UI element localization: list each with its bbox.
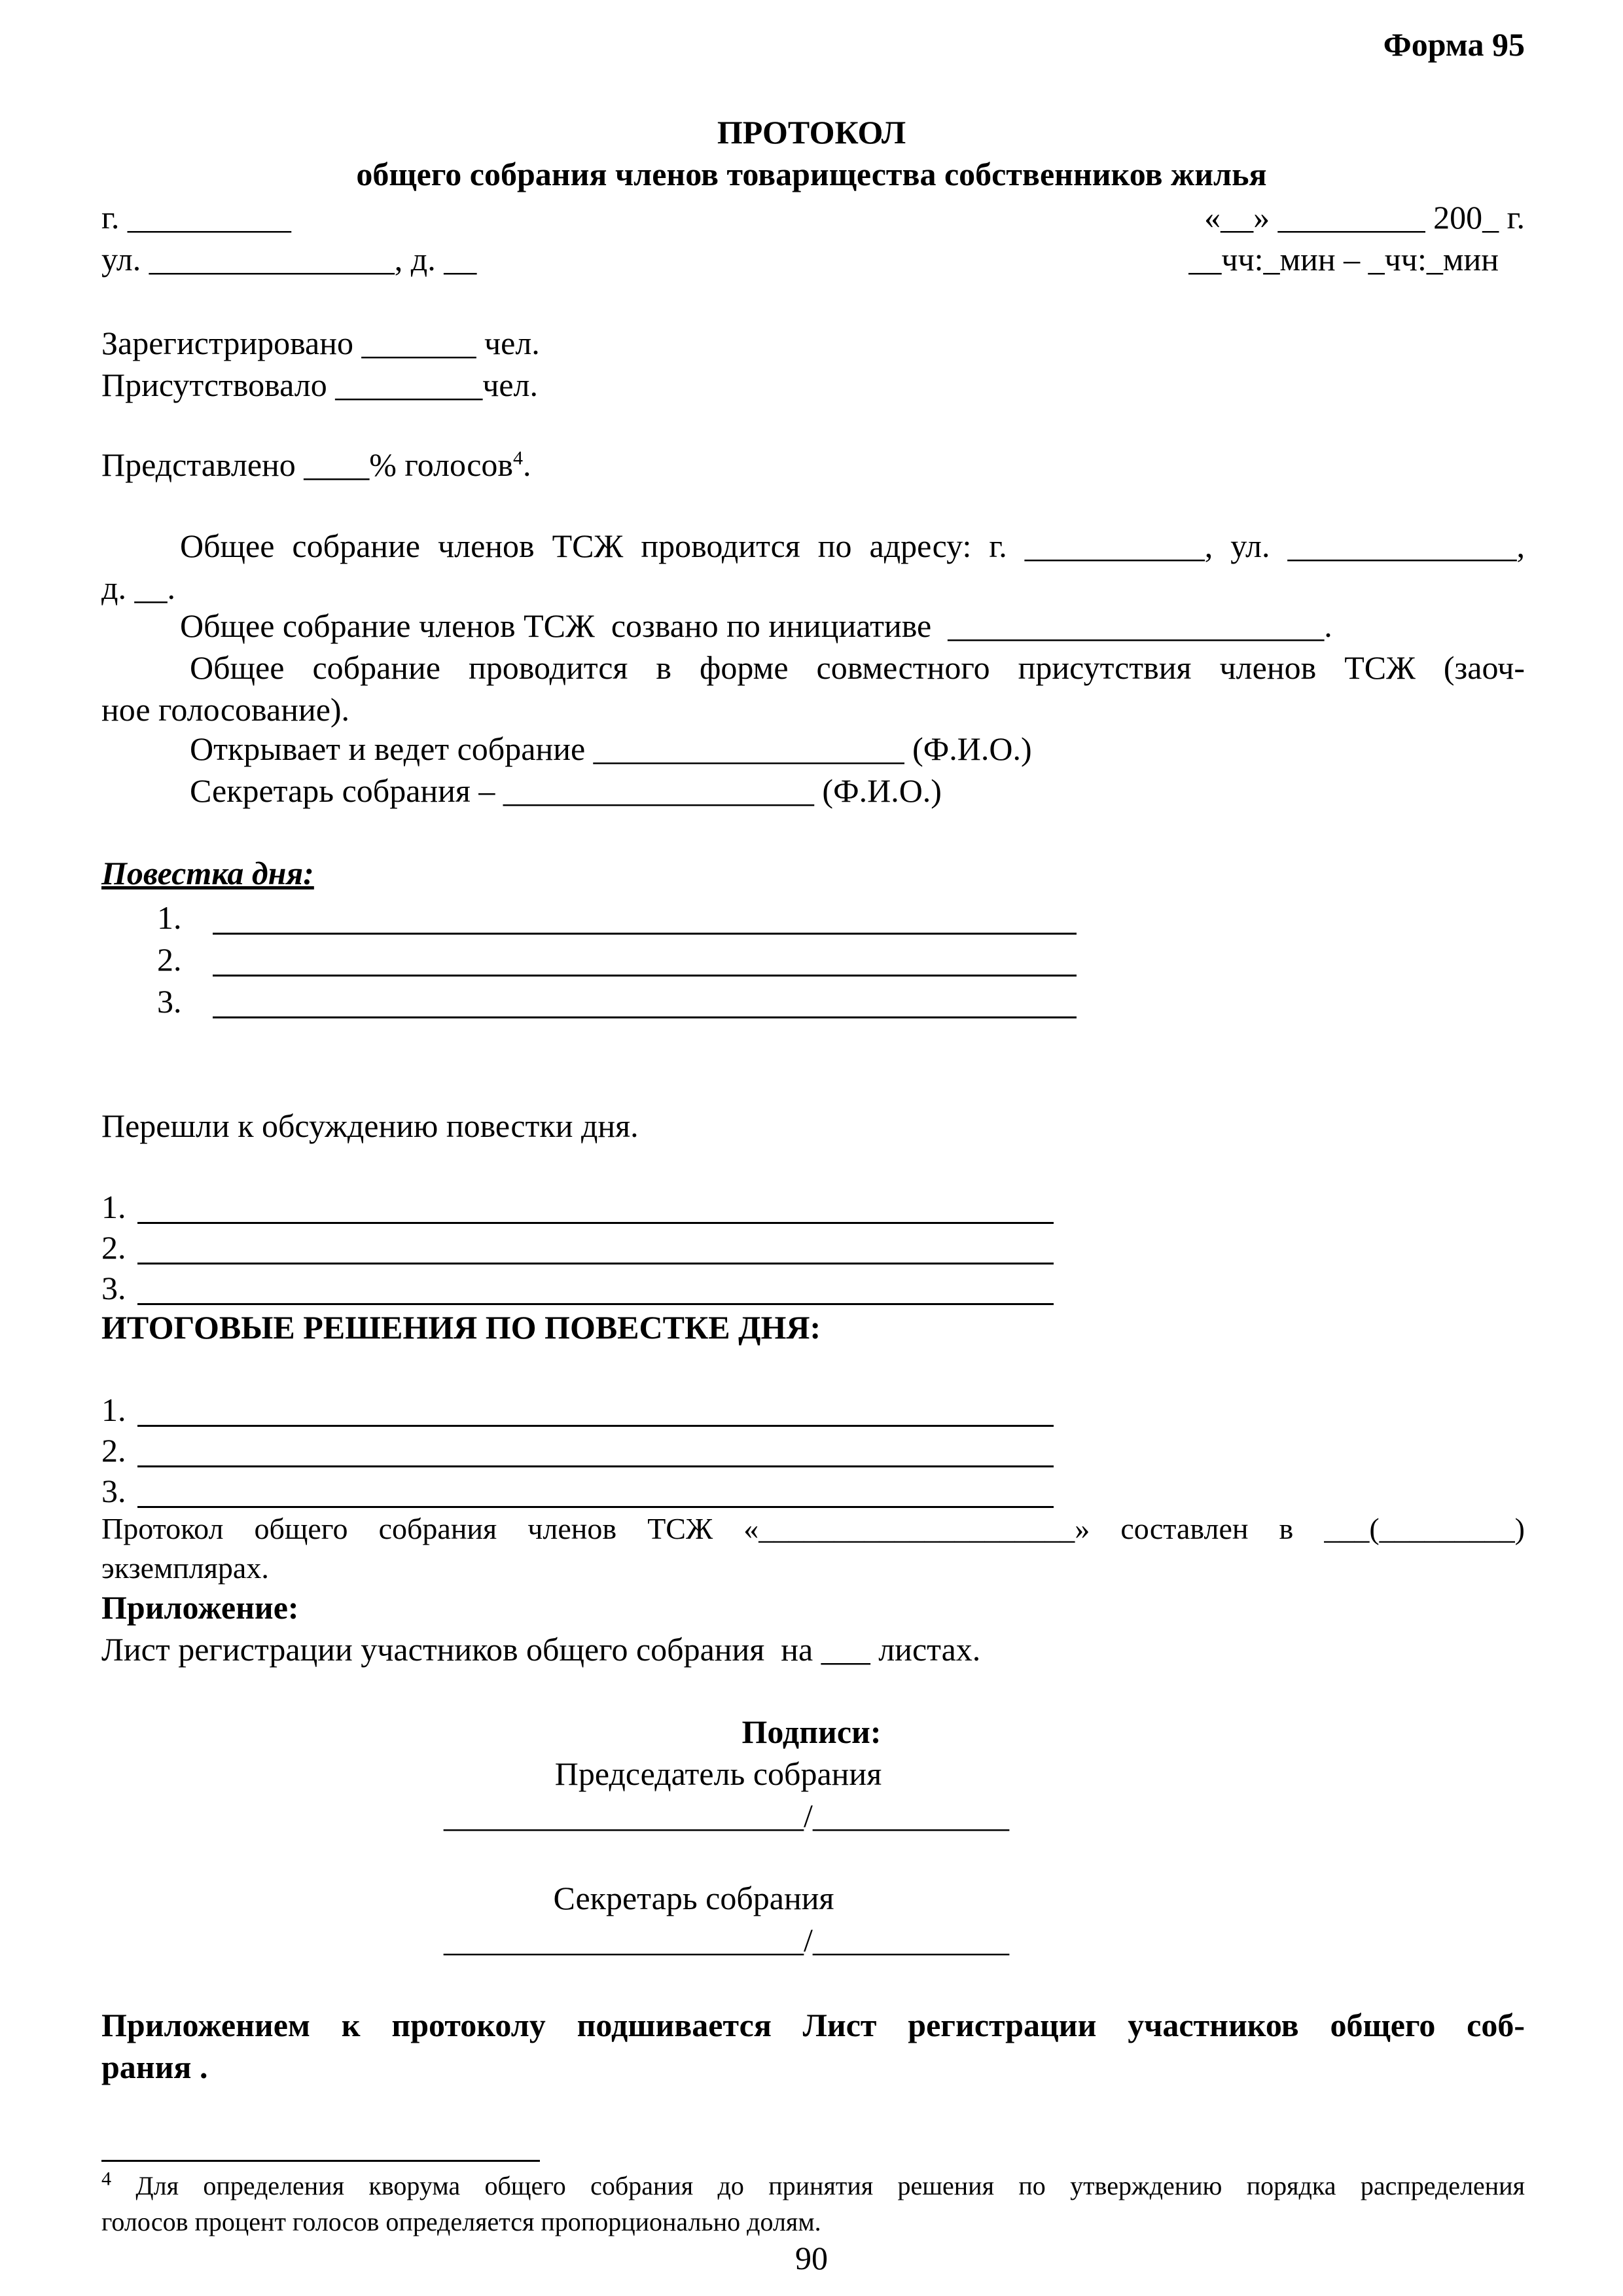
meeting-form-line-1: Общее собрание проводится в форме совместного присутствия членов ТСЖ (заоч- <box>190 649 1525 686</box>
footnote-ref: 4 <box>513 447 524 469</box>
decision-item-line <box>137 1465 1054 1467</box>
appendix-text: Лист регистрации участников общего собрания на ___ листах. <box>101 1631 981 1668</box>
discussion-item-number: 3. <box>101 1270 126 1306</box>
copies-line-1: Протокол общего собрания членов ТСЖ «_____________________» составлен в ___(_________) <box>101 1512 1525 1545</box>
agenda-item-line <box>213 1016 1077 1018</box>
address-line-2: д. __. <box>101 569 175 606</box>
decisions-heading: ИТОГОВЫЕ РЕШЕНИЯ ПО ПОВЕСТКЕ ДНЯ: <box>101 1309 821 1346</box>
discussion-intro: Перешли к обсуждению повестки дня. <box>101 1107 639 1144</box>
registered-line: Зарегистрировано _______ чел. <box>101 325 540 361</box>
decision-item-number: 3. <box>101 1473 126 1509</box>
footnote-text: Для определения кворума общего собрания до принятия решения по утверждению порядка распределения <box>111 2171 1525 2200</box>
agenda-item-number: 3. <box>157 983 182 1020</box>
meeting-form-line-2: ное голосование). <box>101 691 350 728</box>
address-line-1: Общее собрание членов ТСЖ проводится по адресу: г. ___________, ул. ______________, <box>180 528 1525 564</box>
footnote-separator <box>101 2160 540 2162</box>
page-number: 90 <box>795 2240 828 2276</box>
secretary-signature-label: Секретарь собрания <box>553 1880 834 1916</box>
discussion-item-number: 2. <box>101 1229 126 1266</box>
agenda-heading: Повестка дня: <box>101 855 314 891</box>
city-field: г. __________ <box>101 199 291 236</box>
date-field: «__» _________ 200_ г. <box>1204 199 1525 236</box>
secretary-line: Секретарь собрания – ___________________ (Ф.И.О.) <box>190 772 942 809</box>
decision-item-line <box>137 1425 1054 1427</box>
represented-end: . <box>523 446 531 483</box>
chairman-line: Открывает и ведет собрание ___________________ (Ф.И.О.) <box>190 730 1032 767</box>
copies-line-2: экземплярах. <box>101 1551 269 1585</box>
decision-item-number: 2. <box>101 1432 126 1469</box>
appendix-heading: Приложение: <box>101 1589 299 1626</box>
street-field: ул. _______________, д. __ <box>101 241 477 278</box>
page-subtitle: общего собрания членов товарищества собственников жилья <box>356 156 1267 192</box>
represented-text: Представлено ____% голосов <box>101 446 514 483</box>
decision-item-line <box>137 1506 1054 1508</box>
discussion-item-line <box>137 1303 1054 1305</box>
secretary-signature-line: ______________________/____________ <box>444 1922 1009 1958</box>
final-note-line-1: Приложением к протоколу подшивается Лист регистрации участников общего соб- <box>101 2007 1525 2043</box>
decision-item-number: 1. <box>101 1391 126 1428</box>
footnote-line-2: голосов процент голосов определяется пропорционально долям. <box>101 2207 821 2236</box>
final-note-line-2: рания . <box>101 2049 208 2085</box>
agenda-item-number: 2. <box>157 941 182 978</box>
page-title: ПРОТОКОЛ <box>717 114 906 151</box>
discussion-item-number: 1. <box>101 1189 126 1225</box>
present-line: Присутствовало _________чел. <box>101 367 538 403</box>
footnote-line-1 <box>101 2170 1525 2202</box>
footnote-number: 4 <box>101 2168 111 2190</box>
discussion-item-line <box>137 1263 1054 1265</box>
discussion-item-line <box>137 1222 1054 1224</box>
agenda-item-number: 1. <box>157 899 182 936</box>
initiative-line: Общее собрание членов ТСЖ созвано по инициативе _______________________. <box>180 607 1332 644</box>
chairman-signature-line: ______________________/____________ <box>444 1797 1009 1834</box>
time-field: __чч:_мин – _чч:_мин <box>1188 241 1499 278</box>
form-number: Форма 95 <box>1383 26 1525 63</box>
chairman-signature-label: Председатель собрания <box>554 1755 882 1792</box>
represented-line <box>101 445 531 484</box>
agenda-item-line <box>213 933 1077 935</box>
signatures-heading: Подписи: <box>741 1713 882 1750</box>
agenda-item-line <box>213 975 1077 977</box>
